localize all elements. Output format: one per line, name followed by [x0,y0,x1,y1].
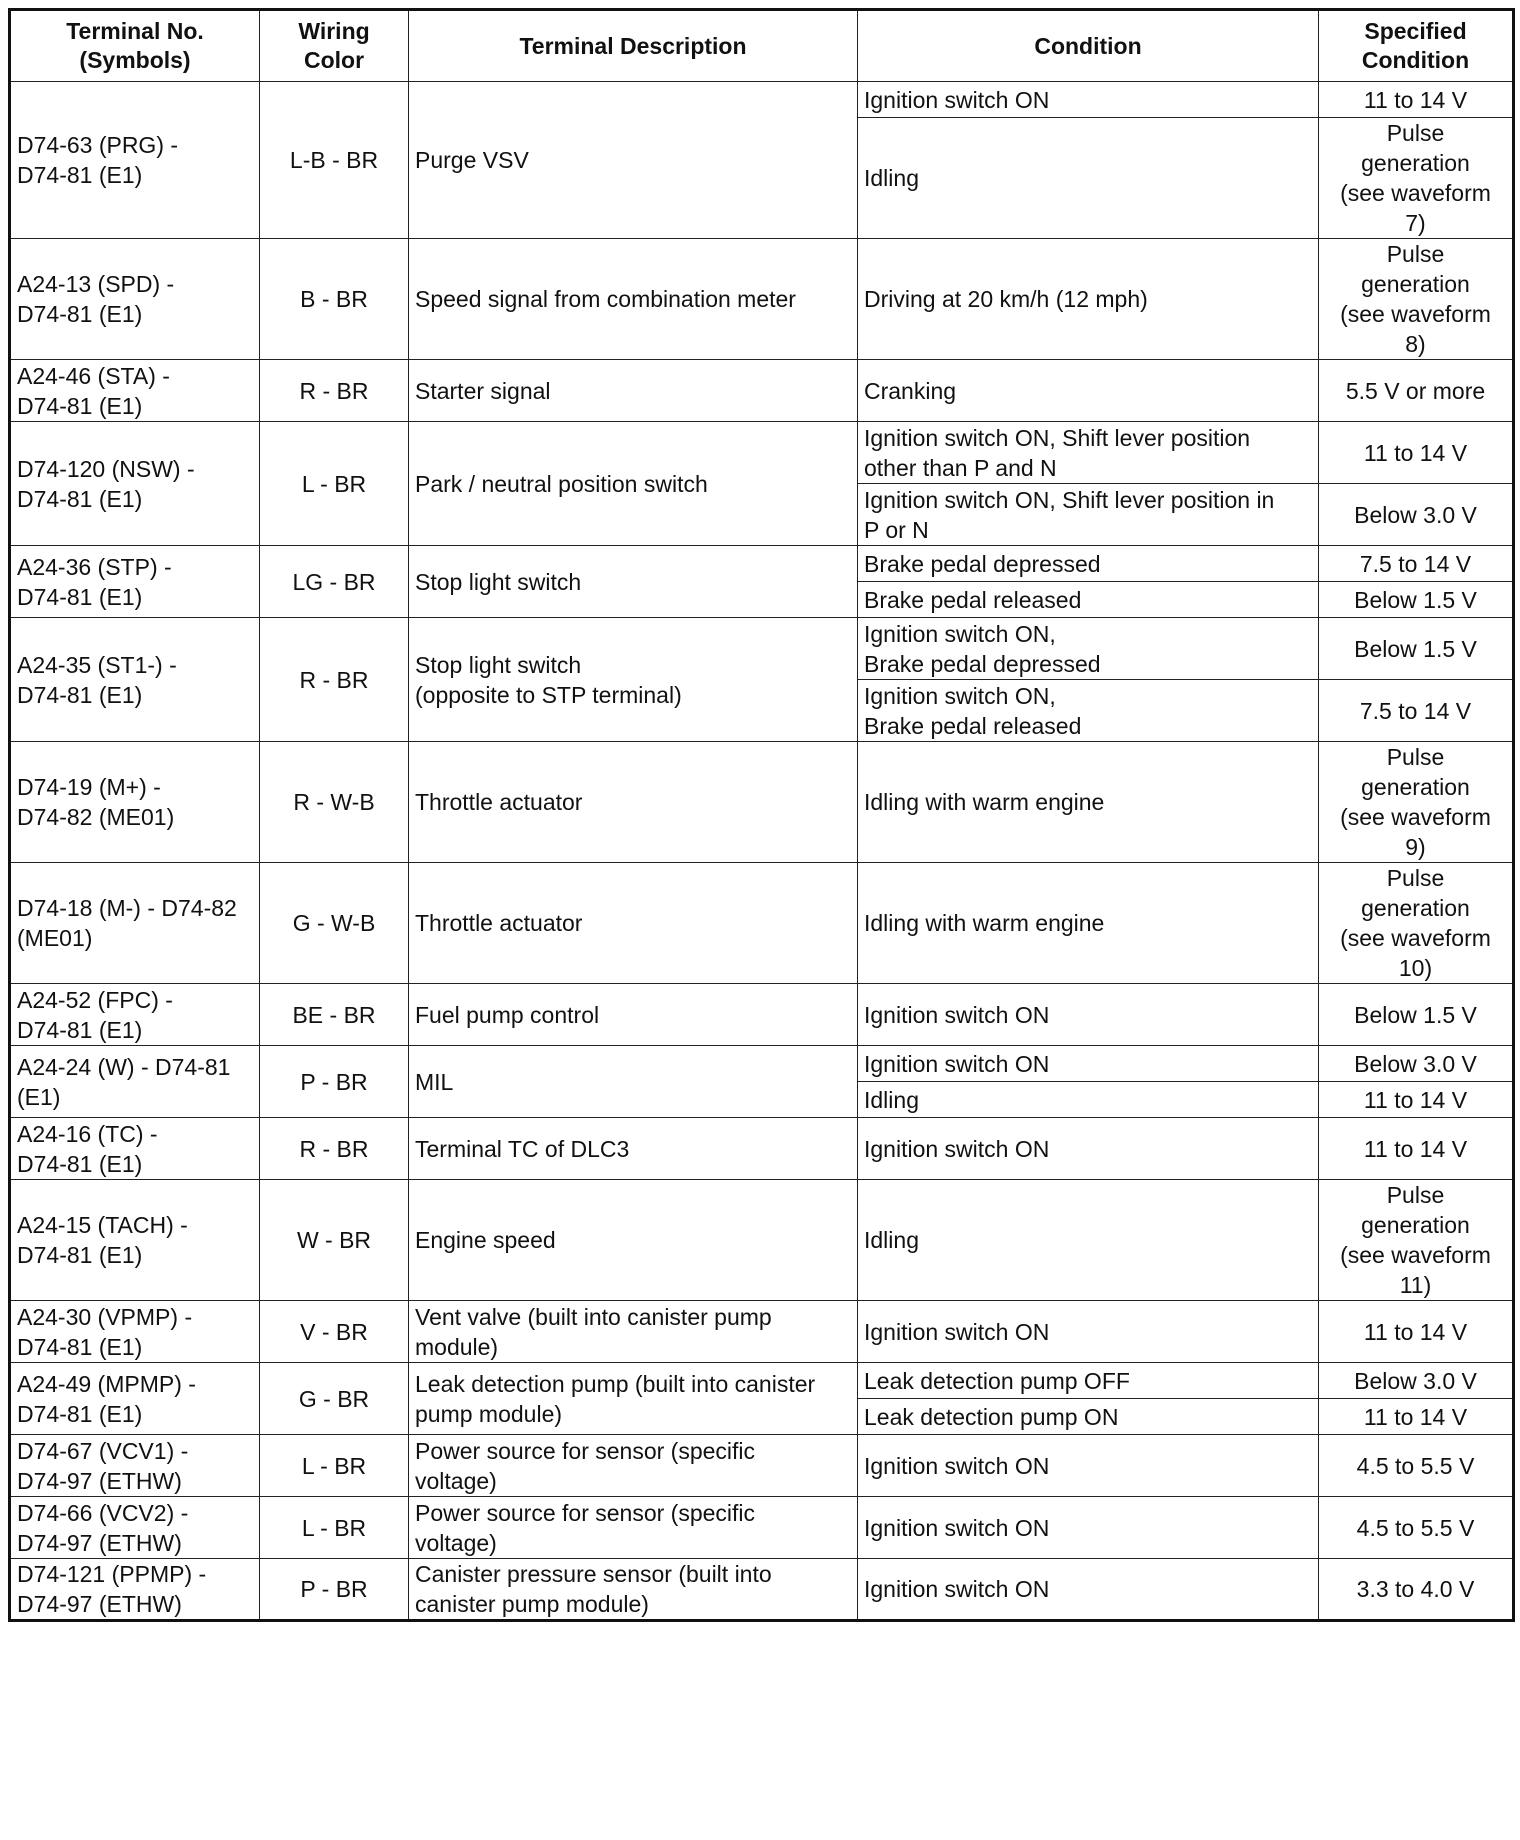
table-row [10,984,1514,1046]
terminal-cell: A24-36 (STP) - D74-81 (E1) [10,546,260,618]
condition-cell: Ignition switch ON [858,82,1319,118]
header-wiring-color: Wiring Color [260,10,409,82]
table-row [10,742,1514,863]
table-body [10,82,1514,1621]
description-cell: Park / neutral position switch [409,422,858,546]
terminal-cell: A24-52 (FPC) - D74-81 (E1) [10,984,260,1046]
condition-cell: Idling [858,1082,1319,1118]
description-cell: Power source for sensor (specific voltage) [409,1497,858,1559]
table-row [10,1363,1514,1399]
wiring-color-cell: L-B - BR [260,82,409,239]
specified-condition-cell: Below 3.0 V [1319,1363,1514,1399]
table-row [10,1497,1514,1559]
terminal-cell: A24-16 (TC) - D74-81 (E1) [10,1118,260,1180]
description-cell: MIL [409,1046,858,1118]
wiring-color-cell: L - BR [260,1435,409,1497]
condition-cell: Idling [858,1180,1319,1301]
specified-condition-cell: 11 to 14 V [1319,1301,1514,1363]
specified-condition-cell: Pulse generation (see waveform 11) [1319,1180,1514,1301]
terminal-cell: D74-120 (NSW) - D74-81 (E1) [10,422,260,546]
table-row [10,82,1514,118]
condition-cell: Ignition switch ON [858,1118,1319,1180]
wiring-color-cell: G - BR [260,1363,409,1435]
terminal-cell: A24-24 (W) - D74-81 (E1) [10,1046,260,1118]
terminal-cell: A24-15 (TACH) - D74-81 (E1) [10,1180,260,1301]
table-row [10,1559,1514,1621]
description-cell: Stop light switch [409,546,858,618]
specified-condition-cell: 7.5 to 14 V [1319,546,1514,582]
specified-condition-cell: 11 to 14 V [1319,1118,1514,1180]
table-row [10,1301,1514,1363]
table-row [10,546,1514,582]
condition-cell: Idling with warm engine [858,863,1319,984]
description-cell: Engine speed [409,1180,858,1301]
wiring-color-cell: BE - BR [260,984,409,1046]
specified-condition-cell: Pulse generation (see waveform 10) [1319,863,1514,984]
specified-condition-cell: 11 to 14 V [1319,1082,1514,1118]
specified-condition-cell: 5.5 V or more [1319,360,1514,422]
terminal-cell: A24-46 (STA) - D74-81 (E1) [10,360,260,422]
wiring-color-cell: L - BR [260,1497,409,1559]
specified-condition-cell: 3.3 to 4.0 V [1319,1559,1514,1621]
description-cell: Starter signal [409,360,858,422]
terminal-cell: D74-66 (VCV2) - D74-97 (ETHW) [10,1497,260,1559]
condition-cell: Ignition switch ON, Brake pedal depressed [858,618,1319,680]
terminal-cell: D74-19 (M+) - D74-82 (ME01) [10,742,260,863]
terminal-cell: A24-13 (SPD) - D74-81 (E1) [10,239,260,360]
wiring-color-cell: R - BR [260,360,409,422]
terminal-cell: A24-35 (ST1-) - D74-81 (E1) [10,618,260,742]
specified-condition-cell: Below 3.0 V [1319,484,1514,546]
specified-condition-cell: Below 3.0 V [1319,1046,1514,1082]
wiring-color-cell: R - W-B [260,742,409,863]
description-cell: Power source for sensor (specific voltage) [409,1435,858,1497]
header-row [10,10,1514,82]
condition-cell: Ignition switch ON [858,1046,1319,1082]
table-row [10,239,1514,360]
wiring-color-cell: L - BR [260,422,409,546]
condition-cell: Ignition switch ON [858,1301,1319,1363]
wiring-color-cell: R - BR [260,1118,409,1180]
wiring-color-cell: W - BR [260,1180,409,1301]
description-cell: Fuel pump control [409,984,858,1046]
description-cell: Canister pressure sensor (built into canister pump module) [409,1559,858,1621]
terminal-cell: D74-18 (M-) - D74-82 (ME01) [10,863,260,984]
header-specified-condition: Specified Condition [1319,10,1514,82]
specified-condition-cell: Pulse generation (see waveform 7) [1319,118,1514,239]
specified-condition-cell: Below 1.5 V [1319,618,1514,680]
condition-cell: Brake pedal depressed [858,546,1319,582]
condition-cell: Ignition switch ON, Brake pedal released [858,680,1319,742]
specified-condition-cell: 4.5 to 5.5 V [1319,1497,1514,1559]
condition-cell: Leak detection pump OFF [858,1363,1319,1399]
terminal-cell: D74-121 (PPMP) - D74-97 (ETHW) [10,1559,260,1621]
description-cell: Throttle actuator [409,863,858,984]
table-row [10,1435,1514,1497]
header-condition: Condition [858,10,1319,82]
table-row [10,1180,1514,1301]
condition-cell: Ignition switch ON, Shift lever position in P or N [858,484,1319,546]
condition-cell: Driving at 20 km/h (12 mph) [858,239,1319,360]
terminal-cell: A24-49 (MPMP) - D74-81 (E1) [10,1363,260,1435]
specified-condition-cell: 4.5 to 5.5 V [1319,1435,1514,1497]
condition-cell: Ignition switch ON [858,1435,1319,1497]
description-cell: Speed signal from combination meter [409,239,858,360]
wiring-color-cell: B - BR [260,239,409,360]
condition-cell: Ignition switch ON [858,1497,1319,1559]
condition-cell: Idling with warm engine [858,742,1319,863]
specified-condition-cell: Pulse generation (see waveform 8) [1319,239,1514,360]
description-cell: Stop light switch (opposite to STP terminal) [409,618,858,742]
condition-cell: Leak detection pump ON [858,1399,1319,1435]
table-row [10,1118,1514,1180]
terminal-cell: D74-67 (VCV1) - D74-97 (ETHW) [10,1435,260,1497]
wiring-color-cell: G - W-B [260,863,409,984]
wiring-color-cell: V - BR [260,1301,409,1363]
wiring-color-cell: P - BR [260,1046,409,1118]
table-row [10,1046,1514,1082]
table-row [10,618,1514,680]
header-terminal: Terminal No. (Symbols) [10,10,260,82]
condition-cell: Brake pedal released [858,582,1319,618]
wiring-color-cell: LG - BR [260,546,409,618]
table-row [10,422,1514,484]
condition-cell: Idling [858,118,1319,239]
specified-condition-cell: Pulse generation (see waveform 9) [1319,742,1514,863]
specified-condition-cell: 11 to 14 V [1319,422,1514,484]
specified-condition-cell: 7.5 to 14 V [1319,680,1514,742]
condition-cell: Ignition switch ON, Shift lever position other than P and N [858,422,1319,484]
specified-condition-cell: Below 1.5 V [1319,984,1514,1046]
description-cell: Vent valve (built into canister pump module) [409,1301,858,1363]
table-row [10,360,1514,422]
description-cell: Purge VSV [409,82,858,239]
specified-condition-cell: Below 1.5 V [1319,582,1514,618]
condition-cell: Cranking [858,360,1319,422]
terminal-spec-table [8,8,1515,1622]
wiring-color-cell: P - BR [260,1559,409,1621]
description-cell: Terminal TC of DLC3 [409,1118,858,1180]
terminal-cell: D74-63 (PRG) - D74-81 (E1) [10,82,260,239]
condition-cell: Ignition switch ON [858,1559,1319,1621]
header-description: Terminal Description [409,10,858,82]
description-cell: Throttle actuator [409,742,858,863]
description-cell: Leak detection pump (built into canister pump module) [409,1363,858,1435]
specified-condition-cell: 11 to 14 V [1319,1399,1514,1435]
terminal-cell: A24-30 (VPMP) - D74-81 (E1) [10,1301,260,1363]
wiring-color-cell: R - BR [260,618,409,742]
table-row [10,863,1514,984]
condition-cell: Ignition switch ON [858,984,1319,1046]
specified-condition-cell: 11 to 14 V [1319,82,1514,118]
spec-table-wrapper [8,8,1515,1622]
